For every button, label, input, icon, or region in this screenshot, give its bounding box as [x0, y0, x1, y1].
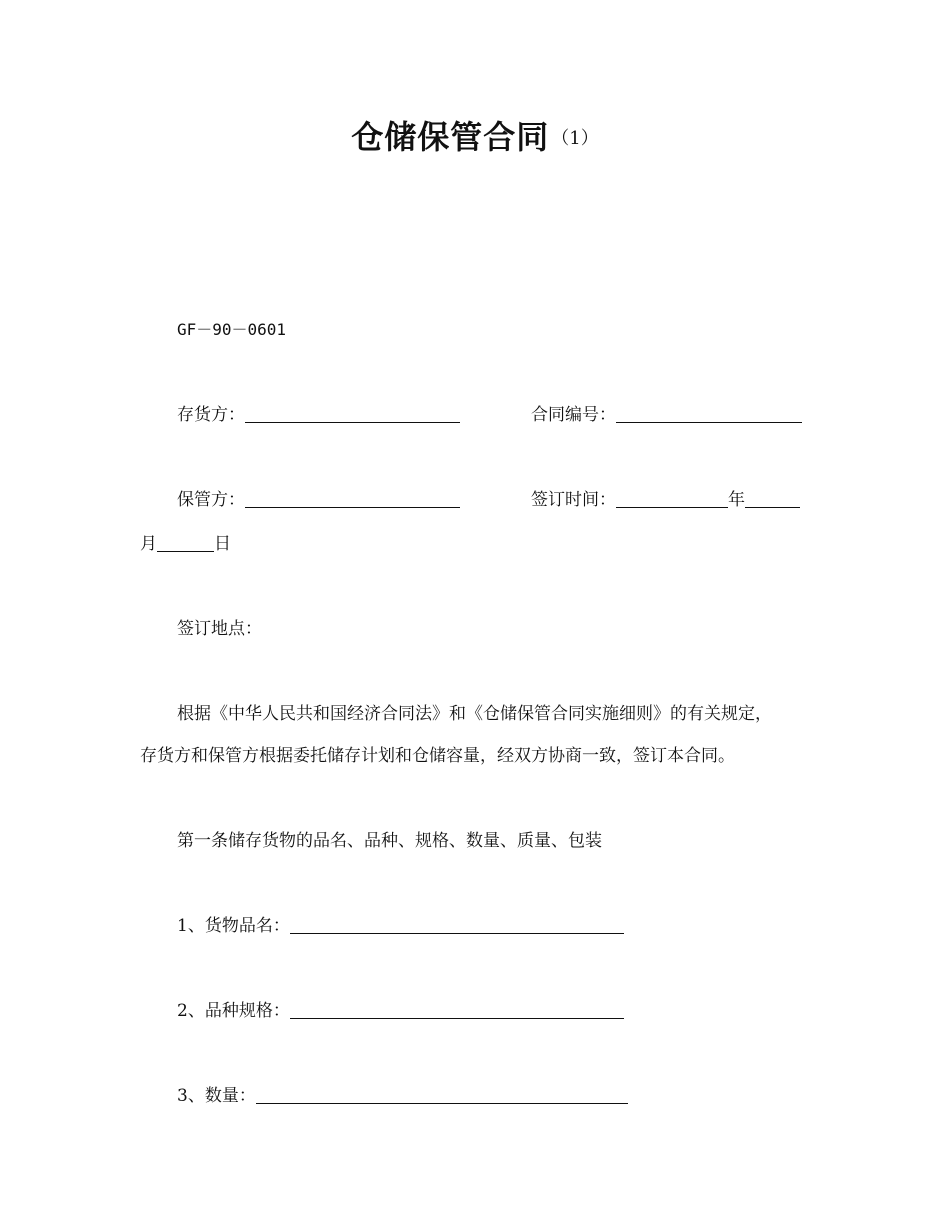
day-blank[interactable] [157, 534, 214, 552]
custodian-label: 保管方： [177, 490, 245, 510]
article-1-title: 第一条储存货物的品名、品种、规格、数量、质量、包装 [177, 831, 602, 851]
custodian-row [177, 488, 460, 512]
form-code: GF－90－0601 [177, 320, 287, 339]
custodian-blank[interactable] [245, 490, 460, 508]
depositor-blank[interactable] [245, 405, 460, 423]
preamble-line-2: 存货方和保管方根据委托储存计划和仓储容量，经双方协商一致，签订本合同。 [140, 746, 735, 766]
goods-name-blank[interactable] [290, 916, 624, 934]
contract-no-label: 合同编号： [531, 405, 616, 425]
contract-no-blank[interactable] [616, 405, 802, 423]
month-day-row [140, 532, 231, 556]
day-label: 日 [214, 534, 231, 554]
sign-time-row [531, 488, 800, 512]
item-spec-row [177, 999, 624, 1023]
item-label: 1、货物品名： [177, 916, 290, 936]
depositor-row [177, 403, 460, 427]
contract-no-row [531, 403, 802, 427]
quantity-blank[interactable] [256, 1086, 628, 1104]
month-label: 月 [140, 534, 157, 554]
item-label: 2、品种规格： [177, 1001, 290, 1021]
preamble-line-1: 根据《中华人民共和国经济合同法》和《仓储保管合同实施细则》的有关规定， [177, 704, 772, 724]
spec-blank[interactable] [290, 1001, 624, 1019]
year-blank[interactable] [616, 490, 728, 508]
item-label: 3、数量： [177, 1086, 256, 1106]
document-title-suffix: （1） [551, 128, 599, 149]
sign-place-label: 签订地点： [177, 619, 262, 639]
item-goods-name-row [177, 914, 624, 938]
year-label: 年 [728, 490, 745, 510]
sign-time-label: 签订时间： [531, 490, 616, 510]
month-blank[interactable] [745, 490, 800, 508]
item-quantity-row [177, 1084, 628, 1108]
document-title: 仓储保管合同 [351, 118, 550, 156]
document-title-block [0, 112, 950, 158]
depositor-label: 存货方： [177, 405, 245, 425]
